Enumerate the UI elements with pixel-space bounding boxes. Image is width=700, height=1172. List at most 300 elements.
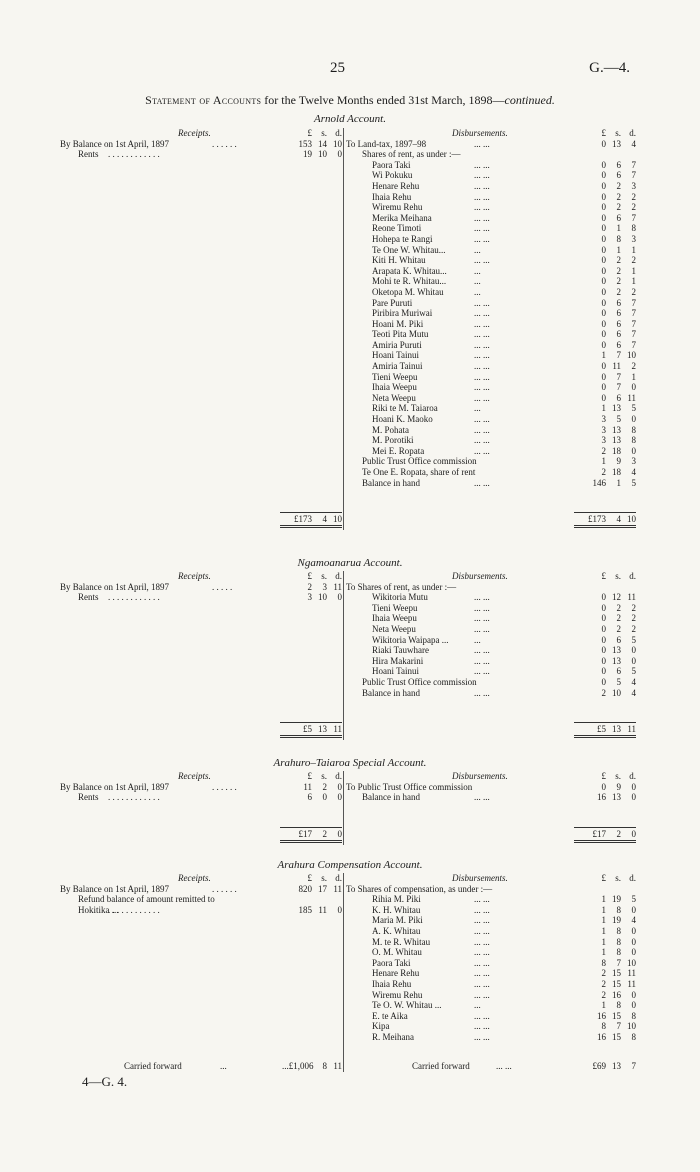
leader-dots: ... ... bbox=[474, 925, 490, 936]
leader-dots: ... bbox=[474, 265, 481, 276]
pence-value: 2 bbox=[631, 361, 636, 372]
pence-value: 0 bbox=[631, 936, 636, 947]
disbursements-heading: Disbursements. bbox=[452, 771, 508, 781]
leader-dots: ... ... bbox=[474, 350, 490, 361]
shillings-value: 15 bbox=[612, 1031, 621, 1042]
shillings-value: 2 bbox=[616, 255, 621, 266]
shillings-value: 15 bbox=[612, 978, 621, 989]
pence-value: 0 bbox=[337, 904, 342, 915]
row-label: Amiria Puruti bbox=[372, 339, 422, 350]
pounds-value: 0 bbox=[601, 781, 606, 792]
row-label: Piribira Muriwai bbox=[372, 308, 433, 319]
shillings-value: 7 bbox=[616, 1021, 621, 1032]
pounds-value: 146 bbox=[592, 477, 606, 488]
row-label: Maria M. Piki bbox=[372, 915, 423, 926]
pounds-value: 1 bbox=[601, 904, 606, 915]
row-label: Neta Weepu bbox=[372, 623, 416, 634]
row-label: Hoani M. Piki bbox=[372, 318, 424, 329]
row-label: Ihaia Rehu bbox=[372, 191, 412, 202]
pounds-value: 0 bbox=[601, 634, 606, 645]
row-label: Paora Taki bbox=[372, 957, 411, 968]
ledger-row bbox=[346, 170, 636, 181]
column-divider bbox=[343, 1043, 344, 1072]
pounds-value: £173 bbox=[294, 514, 312, 525]
pence-value: 2 bbox=[631, 202, 636, 213]
row-label: Carried forward bbox=[124, 1061, 182, 1071]
row-label: To Shares of rent, as under :— bbox=[346, 581, 457, 592]
pence-value: d. bbox=[335, 571, 342, 581]
pounds-value: £5 bbox=[303, 724, 312, 735]
ledger-row bbox=[60, 592, 342, 603]
pence-value: 8 bbox=[631, 1010, 636, 1021]
pounds-value: 0 bbox=[601, 308, 606, 319]
leader-dots: ... ... bbox=[474, 297, 490, 308]
pounds-value: £ bbox=[307, 571, 312, 581]
shillings-value: 4 bbox=[616, 514, 621, 525]
ledger-row bbox=[346, 926, 636, 937]
pence-value: 10 bbox=[627, 514, 636, 525]
pounds-value: 2 bbox=[601, 467, 606, 477]
pence-value: 5 bbox=[631, 477, 636, 488]
ledger-row bbox=[60, 792, 342, 803]
pence-value: 10 bbox=[627, 350, 636, 361]
ledger-row bbox=[346, 915, 636, 926]
pence-value: 0 bbox=[631, 382, 636, 393]
disbursements-header-row bbox=[346, 873, 636, 884]
leader-dots: ... ... bbox=[474, 655, 490, 666]
pence-value: 4 bbox=[631, 676, 636, 687]
shillings-value: 8 bbox=[616, 904, 621, 915]
pounds-value: £17 bbox=[298, 828, 312, 839]
pounds-value: 0 bbox=[601, 286, 606, 297]
ledger-row bbox=[346, 666, 636, 677]
pence-value: 4 bbox=[631, 687, 636, 698]
pence-value: 10 bbox=[333, 138, 342, 149]
pounds-value: 0 bbox=[601, 371, 606, 382]
pence-value: 0 bbox=[631, 445, 636, 456]
row-label: To Shares of compensation, as under :— bbox=[346, 883, 493, 894]
pounds-value: 185 bbox=[298, 904, 312, 915]
receipts-column bbox=[60, 771, 342, 803]
ledger-row bbox=[346, 213, 636, 224]
row-label: Arapata K. Whitau... bbox=[372, 265, 447, 276]
leader-dots: ... ... bbox=[474, 138, 490, 149]
disbursements-header-row bbox=[346, 128, 636, 139]
ledger-row bbox=[346, 677, 636, 688]
row-label: Tieni Weepu bbox=[372, 371, 418, 382]
ledger-row bbox=[346, 782, 636, 793]
row-label: Wiremu Rehu bbox=[372, 989, 423, 1000]
ledger-row bbox=[346, 582, 636, 593]
ledger-row bbox=[346, 255, 636, 266]
ledger-row bbox=[346, 467, 636, 478]
ledger-row bbox=[346, 192, 636, 203]
leader-dots: ... ... bbox=[474, 666, 490, 677]
row-label: Mei E. Ropata bbox=[372, 445, 425, 456]
pounds-value: 0 bbox=[601, 645, 606, 656]
disbursements-heading: Disbursements. bbox=[452, 128, 508, 138]
ledger-row bbox=[346, 905, 636, 916]
pence-value: 2 bbox=[631, 191, 636, 202]
carried-forward-right bbox=[346, 1061, 636, 1072]
row-label: Refund balance of amount remitted to bbox=[78, 894, 215, 905]
pounds-value: 0 bbox=[601, 318, 606, 329]
ledger-row bbox=[60, 894, 342, 905]
leader-dots: ... ... bbox=[474, 968, 490, 979]
leader-dots: ... ... bbox=[474, 1021, 490, 1032]
pence-value: 10 bbox=[627, 1021, 636, 1032]
shillings-value: 13 bbox=[612, 655, 621, 666]
shillings-value: s. bbox=[321, 128, 327, 138]
shillings-value: 16 bbox=[612, 989, 621, 1000]
ledger-row bbox=[346, 223, 636, 234]
ledger-row bbox=[346, 382, 636, 393]
leader-dots: . . . . . . . . . . . . bbox=[108, 149, 160, 160]
row-label: Hoani Tainui bbox=[372, 666, 419, 677]
pounds-value: 19 bbox=[303, 149, 312, 160]
shillings-value: 4 bbox=[322, 514, 327, 525]
leader-dots: ... ... bbox=[474, 212, 490, 223]
row-label: Teoti Pita Mutu bbox=[372, 329, 429, 340]
row-label: Rents bbox=[78, 592, 99, 603]
leader-dots: ... ... bbox=[474, 957, 490, 968]
disbursements-total bbox=[574, 827, 636, 843]
pounds-value: 0 bbox=[601, 602, 606, 613]
pence-value: 0 bbox=[631, 904, 636, 915]
receipts-header-row bbox=[60, 771, 342, 782]
pounds-value: 0 bbox=[601, 655, 606, 666]
shillings-value: 19 bbox=[612, 915, 621, 926]
ledger-row bbox=[346, 181, 636, 192]
receipts-heading: Receipts. bbox=[178, 128, 211, 138]
row-label: Merika Meihana bbox=[372, 212, 432, 223]
shillings-value: 13 bbox=[612, 792, 621, 803]
ledger-row bbox=[346, 350, 636, 361]
pence-value: 1 bbox=[631, 371, 636, 382]
shillings-value: 14 bbox=[318, 138, 327, 149]
pounds-value: 8 bbox=[601, 1021, 606, 1032]
shillings-value: 11 bbox=[318, 904, 327, 915]
ledger-row bbox=[346, 958, 636, 969]
shillings-value: 6 bbox=[616, 666, 621, 677]
shillings-value: 7 bbox=[616, 957, 621, 968]
pounds-value: 2 bbox=[601, 445, 606, 456]
shillings-value: s. bbox=[615, 873, 621, 883]
column-divider bbox=[343, 771, 344, 803]
ledger-row bbox=[346, 414, 636, 425]
row-label: Wi Pokuku bbox=[372, 170, 413, 181]
row-label: Wikitoria Mutu bbox=[372, 592, 428, 603]
pence-value: 7 bbox=[631, 339, 636, 350]
pence-value: 0 bbox=[337, 828, 342, 839]
pounds-value: 0 bbox=[601, 329, 606, 340]
pounds-value: 0 bbox=[601, 180, 606, 191]
pounds-value: £ bbox=[307, 128, 312, 138]
row-label: M. Porotiki bbox=[372, 435, 414, 446]
pence-value: 4 bbox=[631, 138, 636, 149]
page-number: 25 bbox=[330, 60, 345, 76]
row-label: Paora Taki bbox=[372, 159, 411, 170]
pounds-value: 1 bbox=[601, 947, 606, 958]
row-label: Amiria Tainui bbox=[372, 361, 423, 372]
row-label: By Balance on 1st April, 1897 bbox=[60, 883, 169, 894]
leader-dots: ... ... bbox=[474, 414, 490, 425]
pounds-value: 0 bbox=[601, 233, 606, 244]
pence-value: d. bbox=[629, 571, 636, 581]
pounds-value: £ bbox=[601, 873, 606, 883]
ledger-row bbox=[346, 968, 636, 979]
ledger-row bbox=[60, 782, 342, 793]
ledger-row bbox=[346, 979, 636, 990]
leader-dots: ... ... bbox=[474, 191, 490, 202]
receipts-total bbox=[280, 512, 342, 528]
pence-value: 2 bbox=[631, 255, 636, 266]
shillings-value: 19 bbox=[612, 894, 621, 905]
receipts-total bbox=[280, 827, 342, 843]
row-label: Wikitoria Waipapa ... bbox=[372, 634, 449, 645]
pounds-value: 0 bbox=[601, 191, 606, 202]
row-label: Te O. W. Whitau ... bbox=[372, 1000, 442, 1011]
row-label: A. K. Whitau bbox=[372, 925, 421, 936]
pence-value: 11 bbox=[627, 968, 636, 979]
row-label: By Balance on 1st April, 1897 bbox=[60, 781, 169, 792]
pence-value: 7 bbox=[631, 170, 636, 181]
leader-dots: ... ... bbox=[474, 645, 490, 656]
leader-dots: ... ... bbox=[474, 339, 490, 350]
shillings-value: 10 bbox=[318, 592, 327, 603]
pounds-value: 2 bbox=[307, 581, 312, 592]
shillings-value: 12 bbox=[612, 592, 621, 603]
row-label: Public Trust Office commission bbox=[362, 676, 477, 687]
shillings-value: 18 bbox=[612, 445, 621, 456]
carried-forward-left bbox=[60, 1061, 342, 1072]
pence-value: 8 bbox=[631, 435, 636, 446]
shillings-value: 0 bbox=[322, 792, 327, 803]
shillings-value: 6 bbox=[616, 170, 621, 181]
row-label: Riki te M. Taiaroa bbox=[372, 403, 438, 414]
pounds-value: 0 bbox=[601, 676, 606, 687]
ledger-row bbox=[346, 276, 636, 287]
shillings-value: 8 bbox=[616, 233, 621, 244]
ledger-row bbox=[346, 645, 636, 656]
shillings-value: 6 bbox=[616, 212, 621, 223]
leader-dots: ... ... bbox=[474, 1031, 490, 1042]
pounds-value: 0 bbox=[601, 666, 606, 677]
pounds-value: 1 bbox=[601, 894, 606, 905]
pounds-value: 0 bbox=[601, 202, 606, 213]
ledger-row bbox=[60, 149, 342, 160]
disbursements-column bbox=[346, 771, 636, 803]
pence-value: 0 bbox=[631, 781, 636, 792]
leader-dots: ... bbox=[474, 634, 481, 645]
pounds-value: 3 bbox=[601, 414, 606, 425]
disbursements-column bbox=[346, 128, 636, 488]
pounds-value: ...£1,006 bbox=[282, 1061, 314, 1071]
leader-dots: ... ... bbox=[474, 170, 490, 181]
shillings-value: 2 bbox=[616, 265, 621, 276]
pence-value: 11 bbox=[627, 592, 636, 603]
pence-value: 0 bbox=[337, 592, 342, 603]
shillings-value: 6 bbox=[616, 339, 621, 350]
receipts-column bbox=[60, 873, 342, 915]
shillings-value: 6 bbox=[616, 392, 621, 403]
ledger-row bbox=[346, 202, 636, 213]
leader-dots: ... ... bbox=[474, 159, 490, 170]
pounds-value: 0 bbox=[601, 613, 606, 624]
row-label: Ihaia Weepu bbox=[372, 382, 417, 393]
row-label: R. Meihana bbox=[372, 1031, 414, 1042]
row-label: K. H. Whitau bbox=[372, 904, 421, 915]
leader-dots: ... bbox=[474, 244, 481, 255]
shillings-value: 5 bbox=[616, 414, 621, 425]
shillings-value: 9 bbox=[616, 781, 621, 792]
pence-value: 0 bbox=[631, 655, 636, 666]
pence-value: d. bbox=[335, 128, 342, 138]
ledger-row bbox=[60, 139, 342, 150]
leader-dots: ... ... bbox=[474, 989, 490, 1000]
receipts-header-row bbox=[60, 128, 342, 139]
leader-dots: . . . . . bbox=[212, 581, 233, 592]
row-label: By Balance on 1st April, 1897 bbox=[60, 138, 169, 149]
row-label: Hohepa te Rangi bbox=[372, 233, 433, 244]
ledger-row bbox=[346, 308, 636, 319]
row-label: Balance in hand bbox=[362, 687, 420, 698]
ledger-row bbox=[346, 372, 636, 383]
shillings-value: 2 bbox=[616, 828, 621, 839]
statement-title-lead: Statement of Accounts bbox=[145, 93, 262, 107]
row-label: Rents bbox=[78, 792, 99, 803]
disbursements-heading: Disbursements. bbox=[452, 873, 508, 883]
pounds-value: 2 bbox=[601, 978, 606, 989]
pence-value: 8 bbox=[631, 1031, 636, 1042]
leader-dots: ... ... bbox=[474, 223, 490, 234]
shillings-value: s. bbox=[615, 571, 621, 581]
ledger-row bbox=[346, 688, 636, 699]
leader-dots: . . . . . . . . . . . . bbox=[108, 904, 160, 915]
pence-value: 0 bbox=[631, 947, 636, 958]
leader-dots: . . . . . . . . . . . . bbox=[108, 592, 160, 603]
ledger-row bbox=[346, 319, 636, 330]
ledger-row bbox=[346, 624, 636, 635]
shillings-value: 2 bbox=[616, 191, 621, 202]
ledger-row bbox=[346, 592, 636, 603]
leader-dots: ... ... bbox=[474, 392, 490, 403]
ledger-row bbox=[346, 403, 636, 414]
pounds-value: 0 bbox=[601, 138, 606, 149]
shillings-value: 7 bbox=[616, 382, 621, 393]
row-label: Hoani K. Maoko bbox=[372, 414, 433, 425]
pence-value: 0 bbox=[631, 828, 636, 839]
disbursements-header-row bbox=[346, 771, 636, 782]
shillings-value: 13 bbox=[318, 724, 327, 735]
shillings-value: 6 bbox=[616, 634, 621, 645]
shillings-value: 8 bbox=[616, 947, 621, 958]
row-label: O. M. Whitau bbox=[372, 947, 422, 958]
shillings-value: s. bbox=[321, 873, 327, 883]
pounds-value: 0 bbox=[601, 255, 606, 266]
row-label: By Balance on 1st April, 1897 bbox=[60, 581, 169, 592]
leader-dots: ... ... bbox=[474, 233, 490, 244]
ledger-row bbox=[60, 1061, 342, 1072]
row-label: M. te R. Whitau bbox=[372, 936, 431, 947]
leader-dots: ... ... bbox=[474, 792, 490, 803]
pounds-value: 16 bbox=[597, 1010, 606, 1021]
leader-dots: ... ... bbox=[474, 894, 490, 905]
pence-value: 2 bbox=[631, 623, 636, 634]
pence-value: 1 bbox=[631, 265, 636, 276]
leader-dots: ... ... bbox=[474, 180, 490, 191]
column-divider bbox=[343, 128, 344, 488]
pence-value: 3 bbox=[631, 233, 636, 244]
ledger-row bbox=[346, 456, 636, 467]
shillings-value: 5 bbox=[616, 676, 621, 687]
page-footer: 4—G. 4. bbox=[82, 1074, 128, 1089]
shillings-value: 1 bbox=[616, 223, 621, 234]
pence-value: 7 bbox=[631, 297, 636, 308]
row-label: Wiremu Rehu bbox=[372, 202, 423, 213]
leader-dots: ... ... bbox=[474, 623, 490, 634]
leader-dots: ... ... bbox=[474, 477, 490, 488]
leader-dots: . . . . . . bbox=[212, 781, 237, 792]
statement-title-cont: continued. bbox=[504, 93, 555, 107]
ledger-row bbox=[346, 340, 636, 351]
row-label: M. Pohata bbox=[372, 424, 409, 435]
pounds-value: £5 bbox=[597, 724, 606, 735]
pence-value: d. bbox=[629, 771, 636, 781]
leader-dots: ... ... bbox=[474, 936, 490, 947]
pounds-value: £69 bbox=[592, 1061, 606, 1071]
ledger-row bbox=[346, 266, 636, 277]
pence-value: 11 bbox=[333, 724, 342, 735]
pence-value: 1 bbox=[631, 276, 636, 287]
pounds-value: 820 bbox=[298, 883, 312, 894]
pounds-value: 0 bbox=[601, 170, 606, 181]
row-label: Pare Puruti bbox=[372, 297, 413, 308]
ledger-row bbox=[346, 1000, 636, 1011]
row-label: Te One E. Ropata, share of rent bbox=[362, 467, 476, 477]
shillings-value: 13 bbox=[612, 138, 621, 149]
pounds-value: 11 bbox=[303, 781, 312, 792]
ledger-row bbox=[346, 298, 636, 309]
page-reference: G.—4. bbox=[589, 60, 630, 76]
pounds-value: 3 bbox=[307, 592, 312, 603]
shillings-value: s. bbox=[615, 771, 621, 781]
shillings-value: 6 bbox=[616, 297, 621, 308]
pounds-value: 3 bbox=[601, 424, 606, 435]
pounds-value: 0 bbox=[601, 223, 606, 234]
ledger-row bbox=[346, 425, 636, 436]
column-divider bbox=[343, 698, 344, 740]
leader-dots: ... ... bbox=[474, 602, 490, 613]
column-divider bbox=[343, 803, 344, 845]
pence-value: d. bbox=[335, 771, 342, 781]
pounds-value: £ bbox=[601, 571, 606, 581]
leader-dots: . . . . . . bbox=[212, 883, 237, 894]
leader-dots: . . . . . . . . . . . . bbox=[108, 792, 160, 803]
row-label: Reone Timoti bbox=[372, 223, 422, 234]
pounds-value: 1 bbox=[601, 915, 606, 926]
shillings-value: 2 bbox=[616, 286, 621, 297]
pence-value: 7 bbox=[631, 329, 636, 340]
ledger-row bbox=[346, 884, 636, 895]
pounds-value: 1 bbox=[601, 456, 606, 467]
row-label: Carried forward bbox=[412, 1061, 470, 1071]
shillings-value: 11 bbox=[612, 361, 621, 372]
shillings-value: s. bbox=[615, 128, 621, 138]
leader-dots: ... ... bbox=[474, 592, 490, 603]
shillings-value: s. bbox=[321, 571, 327, 581]
disbursements-heading: Disbursements. bbox=[452, 571, 508, 581]
